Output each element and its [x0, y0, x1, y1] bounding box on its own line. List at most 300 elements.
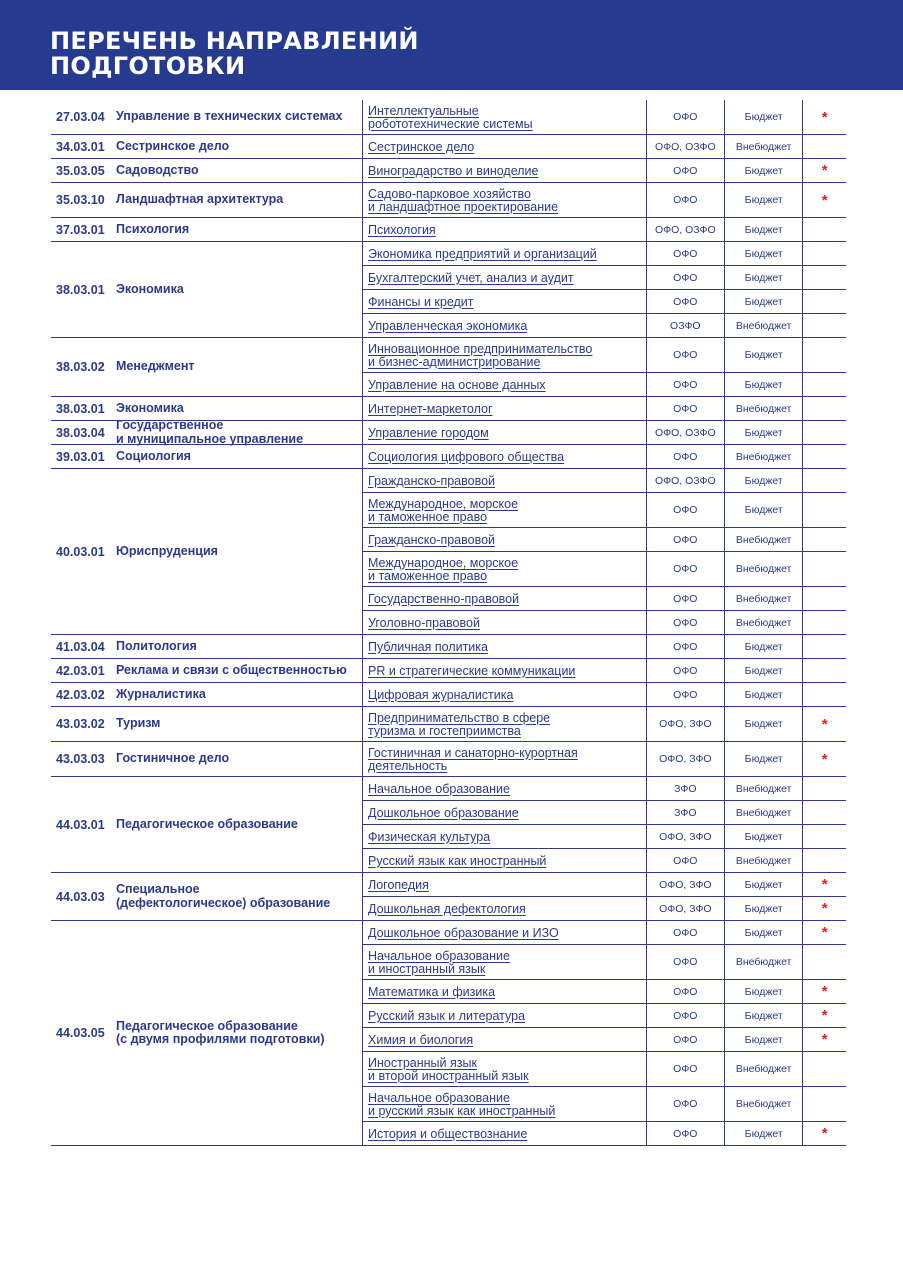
- direction-name: [116, 818, 298, 832]
- direction-code: 44.03.01: [56, 817, 105, 832]
- direction-group: [51, 659, 846, 683]
- profile-link-line[interactable]: Уголовно-правовой: [368, 615, 480, 630]
- funding-type: Бюджет: [724, 159, 802, 182]
- funding-type: Бюджет: [724, 183, 802, 217]
- table-row: [363, 242, 846, 266]
- profile-rows: [362, 159, 846, 182]
- profile-link-line[interactable]: Предпринимательство в сфере: [368, 710, 551, 725]
- profile-rows: [362, 242, 846, 337]
- study-form: ОФО: [646, 635, 724, 658]
- funding-type: Бюджет: [724, 266, 802, 289]
- funding-type: Внебюджет: [724, 552, 802, 586]
- direction-code: 34.03.01: [56, 139, 105, 154]
- direction-code: 42.03.02: [56, 687, 105, 702]
- direction-code: 42.03.01: [56, 663, 105, 678]
- study-form: ОФО: [646, 338, 724, 372]
- direction-name: [116, 717, 160, 731]
- study-form: ОФО: [646, 1028, 724, 1051]
- table-row: [363, 1052, 846, 1087]
- direction-group: [51, 683, 846, 707]
- direction-group: [51, 218, 846, 242]
- funding-type: Бюджет: [724, 635, 802, 658]
- direction-name: [116, 450, 191, 464]
- profile-rows: [362, 218, 846, 241]
- profile-link-line[interactable]: Государственно-правовой: [368, 591, 520, 606]
- direction-group: [51, 445, 846, 469]
- asterisk-mark: *: [802, 1122, 846, 1145]
- direction-code: 35.03.10: [56, 193, 105, 207]
- profile-link-line[interactable]: Логопедия: [368, 877, 429, 892]
- table-row: [363, 1122, 846, 1145]
- profile-link[interactable]: [363, 1122, 646, 1145]
- direction-code: 39.03.01: [56, 449, 105, 464]
- table-row: [363, 849, 846, 872]
- direction-code: 44.03.05: [56, 1026, 105, 1040]
- profile-link-line[interactable]: и бизнес-администрирование: [368, 354, 541, 369]
- page-header: [0, 0, 903, 90]
- profile-link-line[interactable]: Виноградарство и виноделие: [368, 163, 539, 178]
- direction-cell: [51, 659, 362, 682]
- table-row: [363, 683, 846, 706]
- funding-type: Внебюджет: [724, 777, 802, 800]
- profile-link[interactable]: [363, 373, 646, 396]
- funding-type: Бюджет: [724, 1028, 802, 1051]
- asterisk-mark: *: [802, 873, 846, 896]
- direction-group: [51, 183, 846, 218]
- profile-link-line[interactable]: и иностранный язык: [368, 961, 486, 976]
- funding-type: Бюджет: [724, 421, 802, 444]
- profile-link[interactable]: [363, 183, 646, 217]
- profile-link[interactable]: [363, 242, 646, 265]
- table-row: [363, 183, 846, 217]
- direction-code: 38.03.02: [56, 360, 105, 374]
- study-form: ОФО: [646, 242, 724, 265]
- profile-link[interactable]: [363, 801, 646, 824]
- asterisk-mark: *: [802, 1028, 846, 1051]
- study-form: ОФО: [646, 159, 724, 182]
- study-form: ОФО, ЗФО: [646, 707, 724, 741]
- profile-rows: [362, 635, 846, 658]
- direction-code: 38.03.01: [56, 401, 105, 416]
- funding-type: Бюджет: [724, 707, 802, 741]
- funding-type: Внебюджет: [724, 445, 802, 468]
- profile-link-line[interactable]: Интернет-маркетолог: [368, 401, 493, 416]
- study-form: ОФО, ОЗФО: [646, 218, 724, 241]
- study-form: ОЗФО: [646, 314, 724, 337]
- direction-name: [116, 193, 283, 207]
- direction-name-line: Гостиничное дело: [116, 751, 230, 766]
- profile-link-line[interactable]: и второй иностранный язык: [368, 1068, 529, 1083]
- profile-rows: [362, 742, 846, 776]
- direction-name: [116, 1020, 324, 1047]
- direction-name: [116, 752, 229, 766]
- profile-link[interactable]: [363, 1028, 646, 1051]
- asterisk-mark: [802, 397, 846, 420]
- direction-group: [51, 873, 846, 921]
- profile-link-line[interactable]: Русский язык как иностранный: [368, 853, 547, 868]
- table-row: [363, 945, 846, 980]
- profile-link-line[interactable]: деятельность: [368, 758, 448, 773]
- asterisk-mark: [802, 683, 846, 706]
- asterisk-mark: [802, 493, 846, 527]
- study-form: ОФО: [646, 683, 724, 706]
- direction-cell: [51, 742, 362, 776]
- asterisk-mark: [802, 635, 846, 658]
- table-row: [363, 873, 846, 897]
- profile-link-line[interactable]: Дошкольное образование и ИЗО: [368, 925, 559, 940]
- direction-code: 38.03.04: [56, 425, 105, 440]
- table-row: [363, 266, 846, 290]
- table-row: [363, 742, 846, 776]
- profile-link[interactable]: [363, 873, 646, 896]
- table-row: [363, 1028, 846, 1052]
- asterisk-mark: [802, 445, 846, 468]
- asterisk-mark: [802, 421, 846, 444]
- table-row: [363, 777, 846, 801]
- profile-link-line[interactable]: Инновационное предпринимательство: [368, 341, 593, 356]
- funding-type: Внебюджет: [724, 314, 802, 337]
- direction-name-line: Психология: [116, 221, 190, 236]
- direction-cell: [51, 683, 362, 706]
- profile-link-line[interactable]: Публичная политика: [368, 639, 488, 654]
- direction-name: [116, 402, 184, 416]
- profile-link-line[interactable]: Иностранный язык: [368, 1055, 477, 1070]
- profile-link-line[interactable]: Управление городом: [368, 425, 489, 440]
- direction-group: [51, 921, 846, 1146]
- direction-cell: [51, 159, 362, 182]
- profile-link[interactable]: [363, 635, 646, 658]
- asterisk-mark: *: [802, 707, 846, 741]
- asterisk-mark: [802, 338, 846, 372]
- profile-link-line[interactable]: Гражданско-правовой: [368, 473, 496, 488]
- direction-cell: [51, 445, 362, 468]
- profile-link-line[interactable]: Начальное образование: [368, 781, 510, 796]
- funding-type: Бюджет: [724, 1004, 802, 1027]
- direction-code: 38.03.01: [56, 282, 105, 297]
- table-row: [363, 921, 846, 945]
- asterisk-mark: *: [802, 897, 846, 920]
- direction-code: 37.03.01: [56, 222, 105, 237]
- funding-type: Бюджет: [724, 493, 802, 527]
- funding-type: Бюджет: [724, 338, 802, 372]
- direction-group: [51, 159, 846, 183]
- profile-rows: [362, 397, 846, 420]
- profile-link[interactable]: [363, 849, 646, 872]
- funding-type: Бюджет: [724, 1122, 802, 1145]
- profile-link-line[interactable]: Дошкольная дефектология: [368, 901, 526, 916]
- profile-link[interactable]: [363, 1004, 646, 1027]
- funding-type: Внебюджет: [724, 801, 802, 824]
- profile-link[interactable]: [363, 421, 646, 444]
- direction-cell: [51, 242, 362, 337]
- direction-name-line: Ландшафтная архитектура: [116, 192, 284, 207]
- profile-link-line[interactable]: Управление на основе данных: [368, 377, 546, 392]
- profile-link-line[interactable]: и таможенное право: [368, 509, 488, 524]
- profile-link-line[interactable]: и таможенное право: [368, 568, 488, 583]
- study-form: ОФО: [646, 980, 724, 1003]
- funding-type: Бюджет: [724, 825, 802, 848]
- profile-link[interactable]: [363, 314, 646, 337]
- profile-link[interactable]: [363, 587, 646, 610]
- profile-link[interactable]: [363, 897, 646, 920]
- asterisk-mark: [802, 587, 846, 610]
- profile-link-line[interactable]: Сестринское дело: [368, 139, 475, 154]
- asterisk-mark: [802, 611, 846, 634]
- funding-type: Внебюджет: [724, 397, 802, 420]
- direction-code: 44.03.03: [56, 889, 105, 904]
- profile-link-line[interactable]: Русский язык и литература: [368, 1008, 526, 1023]
- direction-group: [51, 242, 846, 338]
- asterisk-mark: [802, 1052, 846, 1086]
- profile-rows: [362, 445, 846, 468]
- profile-link[interactable]: [363, 921, 646, 944]
- profile-link-line[interactable]: Химия и биология: [368, 1032, 474, 1047]
- direction-name-line: Журналистика: [116, 686, 206, 701]
- profile-link-line[interactable]: Гостиничная и санаторно-курортная: [368, 745, 578, 760]
- direction-name-line: Политология: [116, 638, 197, 653]
- profile-link[interactable]: [363, 611, 646, 634]
- study-form: ОФО: [646, 1004, 724, 1027]
- profile-rows: [362, 135, 846, 158]
- direction-name-line: (дефектологическое) образование: [116, 895, 331, 910]
- study-form: ОФО, ЗФО: [646, 825, 724, 848]
- profile-link-line[interactable]: и ландшафтное проектирование: [368, 199, 559, 214]
- profile-link[interactable]: [363, 218, 646, 241]
- study-form: ОФО: [646, 1122, 724, 1145]
- profile-link[interactable]: [363, 683, 646, 706]
- funding-type: Внебюджет: [724, 587, 802, 610]
- asterisk-mark: [802, 659, 846, 682]
- study-form: ОФО, ОЗФО: [646, 421, 724, 444]
- profile-link[interactable]: [363, 266, 646, 289]
- profile-link[interactable]: [363, 397, 646, 420]
- direction-name-line: Социология: [116, 448, 191, 463]
- direction-cell: [51, 635, 362, 658]
- direction-name-line: Управление в технических системах: [116, 109, 343, 124]
- direction-group: [51, 338, 846, 397]
- profile-link[interactable]: [363, 290, 646, 313]
- profile-link-line[interactable]: История и обществознание: [368, 1126, 528, 1141]
- profile-link[interactable]: [363, 777, 646, 800]
- asterisk-mark: [802, 266, 846, 289]
- study-form: ЗФО: [646, 801, 724, 824]
- profile-link[interactable]: [363, 1052, 646, 1086]
- profile-link-line[interactable]: Психология: [368, 222, 436, 237]
- study-form: ОФО: [646, 397, 724, 420]
- profile-link-line[interactable]: туризма и гостеприимства: [368, 723, 521, 738]
- funding-type: Внебюджет: [724, 135, 802, 158]
- profile-link-line[interactable]: Международное, морское: [368, 555, 519, 570]
- direction-name: [116, 664, 347, 678]
- table-row: [363, 659, 846, 682]
- profile-link[interactable]: [363, 445, 646, 468]
- table-row: [363, 611, 846, 634]
- profile-rows: [362, 338, 846, 396]
- funding-type: Бюджет: [724, 373, 802, 396]
- direction-code: 43.03.02: [56, 717, 105, 731]
- profile-link[interactable]: [363, 135, 646, 158]
- profile-link[interactable]: [363, 1087, 646, 1121]
- profile-link[interactable]: [363, 742, 646, 776]
- profile-link-line[interactable]: Социология цифрового общества: [368, 449, 565, 464]
- table-row: [363, 469, 846, 493]
- funding-type: Внебюджет: [724, 1087, 802, 1121]
- profile-rows: [362, 921, 846, 1145]
- profile-link-line[interactable]: Дошкольное образование: [368, 805, 519, 820]
- profile-link-line[interactable]: Цифровая журналистика: [368, 687, 514, 702]
- direction-cell: [51, 135, 362, 158]
- profile-link-line[interactable]: Интеллектуальные: [368, 103, 479, 118]
- asterisk-mark: *: [802, 742, 846, 776]
- profile-link[interactable]: [363, 338, 646, 372]
- asterisk-mark: *: [802, 980, 846, 1003]
- page-title-line-2: ПОДГОТОВКИ: [50, 52, 246, 80]
- asterisk-mark: [802, 849, 846, 872]
- funding-type: Бюджет: [724, 100, 802, 134]
- direction-group: [51, 777, 846, 873]
- profile-link[interactable]: [363, 552, 646, 586]
- asterisk-mark: [802, 801, 846, 824]
- profile-link[interactable]: [363, 100, 646, 134]
- direction-name-line: и муниципальное управление: [116, 431, 304, 446]
- profile-link[interactable]: [363, 825, 646, 848]
- profile-link-line[interactable]: PR и стратегические коммуникации: [368, 663, 576, 678]
- study-form: ОФО: [646, 528, 724, 551]
- funding-type: Бюджет: [724, 659, 802, 682]
- table-row: [363, 338, 846, 373]
- asterisk-mark: [802, 825, 846, 848]
- asterisk-mark: [802, 135, 846, 158]
- direction-code: 43.03.03: [56, 752, 105, 766]
- direction-group: [51, 135, 846, 159]
- direction-code: 41.03.04: [56, 639, 105, 654]
- funding-type: Бюджет: [724, 683, 802, 706]
- study-form: ОФО: [646, 100, 724, 134]
- funding-type: Внебюджет: [724, 945, 802, 979]
- study-form: ОФО, ОЗФО: [646, 469, 724, 492]
- study-form: ОФО: [646, 611, 724, 634]
- profile-link-line[interactable]: робототехнические системы: [368, 116, 533, 131]
- study-form: ОФО: [646, 1087, 724, 1121]
- profile-link[interactable]: [363, 945, 646, 979]
- direction-group: [51, 635, 846, 659]
- direction-name-line: Педагогическое образование: [116, 1018, 298, 1033]
- study-form: ОФО: [646, 290, 724, 313]
- profile-link-line[interactable]: Международное, морское: [368, 496, 519, 511]
- table-row: [363, 290, 846, 314]
- profile-link[interactable]: [363, 159, 646, 182]
- direction-name: [116, 360, 195, 374]
- profile-rows: [362, 183, 846, 217]
- table-row: [363, 1004, 846, 1028]
- profile-link-line[interactable]: Начальное образование: [368, 948, 510, 963]
- table-row: [363, 159, 846, 182]
- funding-type: Внебюджет: [724, 849, 802, 872]
- profile-link-line[interactable]: и русский язык как иностранный: [368, 1103, 556, 1118]
- table-row: [363, 218, 846, 241]
- profile-link-line[interactable]: Математика и физика: [368, 984, 496, 999]
- funding-type: Бюджет: [724, 469, 802, 492]
- direction-name-line: Сестринское дело: [116, 138, 230, 153]
- asterisk-mark: [802, 218, 846, 241]
- profile-link-line[interactable]: Финансы и кредит: [368, 294, 474, 309]
- funding-type: Бюджет: [724, 290, 802, 313]
- direction-cell: [51, 100, 362, 134]
- direction-name-line: Реклама и связи с общественностью: [116, 662, 347, 677]
- study-form: ОФО: [646, 493, 724, 527]
- profile-link[interactable]: [363, 493, 646, 527]
- profile-rows: [362, 659, 846, 682]
- direction-name-line: Экономика: [116, 400, 184, 415]
- direction-name-line: Менеджмент: [116, 359, 195, 374]
- study-form: ОФО: [646, 552, 724, 586]
- table-row: [363, 825, 846, 849]
- profile-link-line[interactable]: Физическая культура: [368, 829, 491, 844]
- profile-rows: [362, 707, 846, 741]
- direction-name: [116, 283, 184, 297]
- profile-link[interactable]: [363, 469, 646, 492]
- direction-name-line: Садоводство: [116, 162, 199, 177]
- profile-link-line[interactable]: Экономика предприятий и организаций: [368, 246, 597, 261]
- profile-link[interactable]: [363, 659, 646, 682]
- profile-link-line[interactable]: Гражданско-правовой: [368, 532, 496, 547]
- direction-name: [116, 688, 206, 702]
- direction-cell: [51, 707, 362, 741]
- direction-name-line: Юриспруденция: [116, 543, 218, 558]
- direction-name-line: Туризм: [116, 716, 161, 731]
- funding-type: Бюджет: [724, 218, 802, 241]
- direction-cell: [51, 418, 362, 446]
- direction-name-line: Специальное: [116, 882, 200, 896]
- profile-link-line[interactable]: Управленческая экономика: [368, 318, 528, 333]
- funding-type: Бюджет: [724, 897, 802, 920]
- study-form: ОФО: [646, 183, 724, 217]
- direction-cell: [51, 921, 362, 1145]
- programs-table: [51, 100, 846, 1146]
- table-row: [363, 635, 846, 658]
- profile-link-line[interactable]: Бухгалтерский учет, анализ и аудит: [368, 270, 574, 285]
- funding-type: Бюджет: [724, 242, 802, 265]
- profile-rows: [362, 421, 846, 444]
- asterisk-mark: [802, 1087, 846, 1121]
- table-row: [363, 397, 846, 420]
- table-row: [363, 897, 846, 920]
- study-form: ОФО, ЗФО: [646, 742, 724, 776]
- profile-rows: [362, 777, 846, 872]
- direction-cell: [51, 397, 362, 420]
- direction-name: [116, 140, 229, 154]
- profile-link[interactable]: [363, 528, 646, 551]
- direction-cell: [51, 218, 362, 241]
- direction-name-line: (с двумя профилями подготовки): [116, 1032, 325, 1046]
- asterisk-mark: *: [802, 183, 846, 217]
- table-row: [363, 100, 846, 134]
- profile-link[interactable]: [363, 980, 646, 1003]
- asterisk-mark: [802, 290, 846, 313]
- direction-name: [116, 419, 303, 446]
- table-row: [363, 493, 846, 528]
- profile-link[interactable]: [363, 707, 646, 741]
- direction-name: [116, 883, 330, 910]
- direction-group: [51, 469, 846, 635]
- study-form: ОФО: [646, 373, 724, 396]
- asterisk-mark: *: [802, 159, 846, 182]
- study-form: ОФО: [646, 266, 724, 289]
- profile-link-line[interactable]: Садово-парковое хозяйство: [368, 186, 531, 201]
- profile-link-line[interactable]: Начальное образование: [368, 1090, 510, 1105]
- asterisk-mark: [802, 242, 846, 265]
- table-row: [363, 587, 846, 611]
